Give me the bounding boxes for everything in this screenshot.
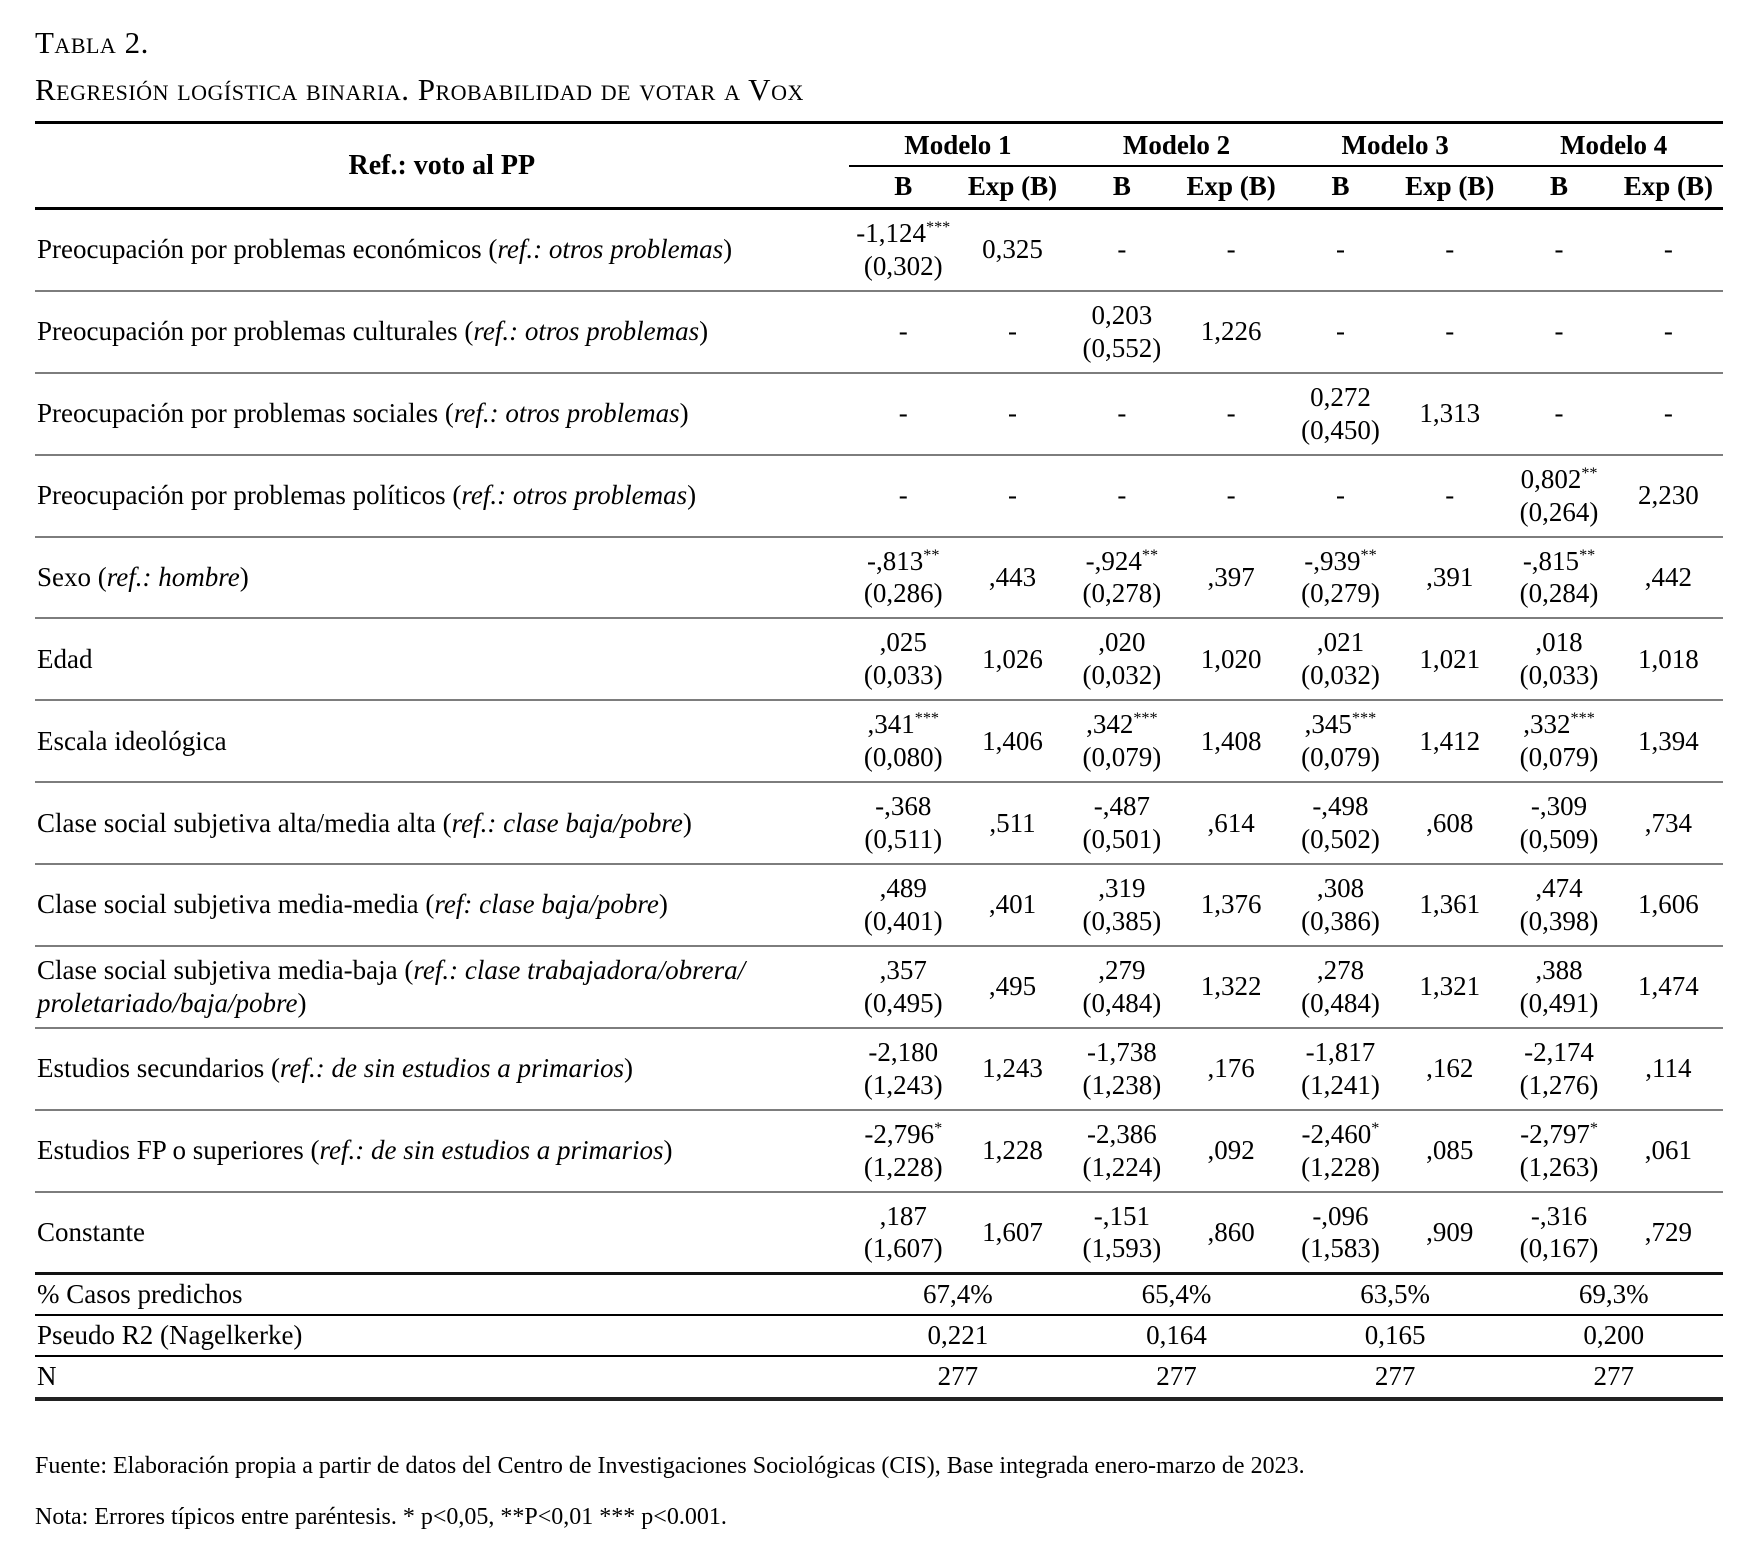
summary-value: 277 — [937, 1361, 979, 1392]
exp-b-cell: 0,325 — [958, 209, 1067, 291]
table-row — [35, 700, 1723, 782]
exp-b-cell: ,162 — [1395, 1028, 1504, 1110]
significance-stars: *** — [914, 709, 940, 728]
summary-value: 63,5% — [1286, 1274, 1505, 1316]
coef-se: (1,583) — [1301, 1233, 1380, 1264]
method-note: Nota: Errores típicos entre paréntesis. * p<0,05, **P<0,01 *** p<0.001. — [35, 1504, 727, 1531]
coef-value: -2,796* — [864, 1118, 943, 1149]
row-label-ref: ref.: otros problemas — [473, 316, 700, 347]
summary-value: 69,3% — [1504, 1274, 1723, 1316]
coef-value: -,924** — [1085, 545, 1159, 576]
coef-value: ,279 — [1098, 954, 1146, 985]
coef-value: ,489 — [879, 873, 927, 903]
exp-b-cell: 1,020 — [1177, 618, 1286, 700]
exp-b-cell: ,092 — [1177, 1110, 1286, 1192]
coef-value: ,020 — [1098, 627, 1146, 658]
exp-b-cell: 1,394 — [1614, 700, 1723, 782]
coef-b-cell — [1286, 946, 1395, 1028]
coef-value: -,498 — [1312, 791, 1369, 822]
coef-value: -1,124*** — [856, 218, 951, 248]
summary-value: 67,4% — [849, 1274, 1068, 1316]
table-row — [35, 373, 1723, 455]
significance-stars: ** — [1579, 545, 1596, 564]
coef-b-cell — [1067, 782, 1176, 864]
row-label: Clase social subjetiva media-baja (ref.: clase trabajadora/obrera/ proletariado/baja/pobre) — [35, 946, 849, 1028]
row-label-ref: ref.: clase trabajadora/obrera/ proletariado/baja/pobre — [37, 954, 746, 1018]
row-label: Preocupación por problemas sociales (ref.: otros problemas) — [35, 373, 849, 455]
exp-b-cell: ,729 — [1614, 1192, 1723, 1274]
coef-value: -,813** — [867, 545, 940, 576]
coef-b-cell — [1067, 1192, 1176, 1274]
coef-value: ,319 — [1098, 873, 1146, 903]
coef-b-cell — [849, 864, 958, 946]
row-label-ref: ref: clase baja/pobre — [434, 889, 659, 920]
coef-value: ,021 — [1316, 627, 1365, 658]
row-label: Preocupación por problemas culturales (ref.: otros problemas) — [35, 291, 849, 373]
table-row — [35, 291, 1723, 373]
coef-se: (0,398) — [1519, 905, 1599, 936]
row-label: Estudios secundarios (ref.: de sin estudios a primarios) — [35, 1028, 849, 1110]
coef-value: ,332*** — [1523, 709, 1595, 740]
col-header-exp: Exp (B) — [958, 166, 1067, 209]
coef-b-cell — [1504, 1192, 1613, 1274]
coef-se: (1,593) — [1082, 1233, 1162, 1264]
coef-se: (1,224) — [1082, 1151, 1162, 1182]
exp-b-cell: ,614 — [1177, 782, 1286, 864]
coef-se: (0,502) — [1301, 824, 1380, 855]
coef-b-cell — [1504, 864, 1613, 946]
coef-b-cell — [1286, 1110, 1395, 1192]
coef-value: ,187 — [879, 1200, 927, 1231]
significance-stars: *** — [1133, 709, 1158, 728]
row-label-ref: ref.: otros problemas — [461, 480, 688, 511]
row-label: Escala ideológica — [35, 700, 849, 782]
coef-se: (0,278) — [1082, 578, 1162, 609]
exp-b-cell: 1,361 — [1395, 864, 1504, 946]
coef-value: -2,386 — [1086, 1118, 1157, 1149]
coef-b-cell — [849, 782, 958, 864]
coef-se: (0,385) — [1082, 905, 1162, 936]
exp-b-cell: ,511 — [958, 782, 1067, 864]
table-number-title: Tabla 2. — [35, 25, 149, 60]
exp-b-cell: ,176 — [1177, 1028, 1286, 1110]
exp-b-cell: 1,226 — [1177, 291, 1286, 373]
coef-b-cell: - — [1504, 291, 1613, 373]
summary-value: 277 — [1374, 1361, 1416, 1392]
coef-se: (0,033) — [863, 660, 943, 691]
coef-b-cell — [1286, 782, 1395, 864]
coef-value: ,025 — [879, 627, 927, 658]
coef-se: (0,552) — [1082, 332, 1162, 363]
table-row — [35, 1028, 1723, 1110]
significance-stars: *** — [1570, 709, 1595, 728]
coef-b-cell — [1067, 1110, 1176, 1192]
coef-value: -,316 — [1530, 1200, 1588, 1231]
summary-value: 277 — [1156, 1361, 1197, 1392]
coef-b-cell — [1504, 537, 1613, 619]
col-header-b: B — [1286, 166, 1395, 209]
coef-value: -2,797* — [1520, 1118, 1598, 1149]
exp-b-cell: - — [1395, 209, 1504, 291]
coef-se: (0,080) — [863, 742, 943, 773]
col-header-b: B — [1504, 166, 1613, 209]
coef-b-cell: - — [849, 455, 958, 537]
model-3-header: Modelo 3 — [1286, 123, 1505, 167]
summary-value: 277 — [1593, 1361, 1634, 1392]
coef-b-cell — [1067, 537, 1176, 619]
table-header — [35, 123, 1723, 209]
row-label-ref: ref.: otros problemas — [497, 234, 724, 265]
coef-se: (0,401) — [863, 905, 943, 936]
coef-se: (0,032) — [1082, 660, 1162, 691]
coef-se: (1,228) — [1301, 1151, 1380, 1182]
coef-value: ,474 — [1535, 873, 1583, 903]
coef-value: -,487 — [1093, 791, 1150, 822]
coef-value: -,368 — [875, 791, 932, 822]
exp-b-cell: - — [1614, 291, 1723, 373]
exp-b-cell: - — [958, 373, 1067, 455]
coef-b-cell — [1067, 618, 1176, 700]
exp-b-cell: 1,474 — [1614, 946, 1723, 1028]
model-header-row — [35, 123, 1723, 167]
coef-se: (0,279) — [1301, 578, 1380, 609]
coef-b-cell — [849, 1028, 958, 1110]
summary-label: Pseudo R2 (Nagelkerke) — [35, 1315, 849, 1356]
table-row — [35, 782, 1723, 864]
exp-b-cell: ,114 — [1614, 1028, 1723, 1110]
source-note: Fuente: Elaboración propia a partir de datos del Centro de Investigaciones Sociológicas (CIS), Base integrada enero-marzo de 2023. — [35, 1452, 1305, 1479]
row-label: Constante — [35, 1192, 849, 1274]
summary-value: 0,165 — [1286, 1315, 1505, 1356]
coef-b-cell — [1067, 700, 1176, 782]
table-summary — [35, 1274, 1723, 1399]
table-row — [35, 455, 1723, 537]
exp-b-cell: 1,406 — [958, 700, 1067, 782]
exp-b-cell: ,442 — [1614, 537, 1723, 619]
col-header-exp: Exp (B) — [1614, 166, 1723, 209]
exp-b-cell: 1,607 — [958, 1192, 1067, 1274]
exp-b-cell: - — [958, 455, 1067, 537]
coef-value: -2,180 — [868, 1036, 939, 1067]
coef-se: (0,079) — [1301, 742, 1380, 773]
row-label-ref: ref.: otros problemas — [453, 398, 680, 429]
model-1-header: Modelo 1 — [849, 123, 1068, 167]
exp-b-cell: - — [1177, 455, 1286, 537]
coef-value: ,278 — [1316, 954, 1365, 985]
coef-b-cell — [849, 1110, 958, 1192]
coef-se: (1,263) — [1519, 1151, 1599, 1182]
coef-b-cell — [1286, 1192, 1395, 1274]
coef-b-cell: - — [1286, 455, 1395, 537]
coef-b-cell — [1067, 291, 1176, 373]
exp-b-cell: 1,408 — [1177, 700, 1286, 782]
coef-se: (0,302) — [863, 250, 943, 281]
exp-b-cell: ,608 — [1395, 782, 1504, 864]
coef-b-cell: - — [1286, 209, 1395, 291]
coef-se: (0,032) — [1301, 660, 1380, 691]
coef-b-cell — [1067, 864, 1176, 946]
coef-se: (0,386) — [1301, 905, 1380, 936]
exp-b-cell: 1,606 — [1614, 864, 1723, 946]
exp-b-cell: ,391 — [1395, 537, 1504, 619]
coef-b-cell: - — [1067, 209, 1176, 291]
coef-b-cell — [1286, 700, 1395, 782]
table-row — [35, 1192, 1723, 1274]
row-label: Estudios FP o superiores (ref.: de sin estudios a primarios) — [35, 1110, 849, 1192]
coef-se: (0,511) — [864, 824, 943, 855]
coef-se: (0,286) — [863, 578, 943, 609]
summary-label: % Casos predichos — [35, 1274, 849, 1316]
coef-se: (0,079) — [1519, 742, 1599, 773]
coef-se: (1,228) — [863, 1151, 943, 1182]
coef-b-cell: - — [849, 291, 958, 373]
significance-stars: * — [1589, 1118, 1598, 1137]
coef-value: ,308 — [1316, 873, 1365, 903]
coef-b-cell — [1504, 700, 1613, 782]
coef-b-cell — [849, 209, 958, 291]
coef-b-cell — [849, 1192, 958, 1274]
coef-value: -,096 — [1312, 1200, 1369, 1231]
coef-value: -2,174 — [1524, 1036, 1594, 1067]
coef-se: (1,241) — [1301, 1069, 1380, 1100]
summary-row — [35, 1315, 1723, 1356]
row-label-ref: ref.: hombre — [106, 561, 240, 592]
table-row — [35, 1110, 1723, 1192]
coef-b-cell: - — [1067, 455, 1176, 537]
regression-table — [35, 121, 1723, 1401]
coef-se: (0,501) — [1082, 824, 1162, 855]
col-header-b: B — [849, 166, 958, 209]
exp-b-cell: ,443 — [958, 537, 1067, 619]
summary-value: 0,164 — [1067, 1315, 1286, 1356]
coef-se: (0,491) — [1519, 987, 1599, 1018]
row-label: Sexo (ref.: hombre) — [35, 537, 849, 619]
coef-value: -1,738 — [1086, 1036, 1157, 1067]
coef-b-cell: - — [1504, 373, 1613, 455]
coef-se: (1,607) — [863, 1233, 943, 1264]
exp-b-cell: - — [1177, 209, 1286, 291]
exp-b-cell: 1,026 — [958, 618, 1067, 700]
exp-b-cell: ,734 — [1614, 782, 1723, 864]
table-row — [35, 864, 1723, 946]
exp-b-cell: 1,243 — [958, 1028, 1067, 1110]
coef-value: ,018 — [1535, 627, 1583, 658]
model-2-header: Modelo 2 — [1067, 123, 1286, 167]
coef-b-cell — [1286, 1028, 1395, 1110]
summary-label: N — [37, 1361, 57, 1392]
table-row — [35, 946, 1723, 1028]
summary-row — [35, 1274, 1723, 1316]
exp-b-cell: 1,018 — [1614, 618, 1723, 700]
coef-value: -,939** — [1304, 545, 1377, 576]
coef-value: ,357 — [879, 954, 927, 985]
coef-b-cell — [1067, 946, 1176, 1028]
table-row — [35, 537, 1723, 619]
coef-value: ,345*** — [1304, 709, 1377, 740]
coef-se: (0,167) — [1519, 1233, 1599, 1264]
row-label: Preocupación por problemas económicos (ref.: otros problemas) — [35, 209, 849, 291]
summary-value: 65,4% — [1067, 1274, 1286, 1316]
table-row — [35, 209, 1723, 291]
coef-se: (1,276) — [1519, 1069, 1599, 1100]
significance-stars: ** — [1141, 545, 1159, 564]
coef-b-cell — [849, 618, 958, 700]
coef-b-cell — [1286, 864, 1395, 946]
exp-b-cell: - — [1614, 373, 1723, 455]
coef-b-cell — [1504, 455, 1613, 537]
coef-b-cell: - — [849, 373, 958, 455]
coef-b-cell — [849, 700, 958, 782]
exp-b-cell: ,860 — [1177, 1192, 1286, 1274]
significance-stars: ** — [1360, 545, 1377, 564]
ref-header: Ref.: voto al PP — [35, 123, 849, 209]
row-label-ref: ref.: de sin estudios a primarios — [319, 1135, 664, 1166]
coef-b-cell — [1067, 1028, 1176, 1110]
exp-b-cell: - — [1614, 209, 1723, 291]
coef-b-cell — [849, 946, 958, 1028]
coef-value: -1,817 — [1305, 1036, 1376, 1067]
significance-stars: *** — [925, 218, 951, 236]
coef-value: -,151 — [1093, 1200, 1150, 1231]
coef-se: (0,264) — [1519, 496, 1599, 527]
exp-b-cell: 1,321 — [1395, 946, 1504, 1028]
exp-b-cell: - — [1395, 291, 1504, 373]
table-subtitle: Regresión logística binaria. Probabilidad de votar a Vox — [35, 71, 804, 107]
exp-b-cell: 1,313 — [1395, 373, 1504, 455]
summary-value: 0,200 — [1504, 1315, 1723, 1356]
coef-b-cell — [1504, 618, 1613, 700]
coef-b-cell: - — [1286, 291, 1395, 373]
row-label: Preocupación por problemas políticos (ref.: otros problemas) — [35, 455, 849, 537]
exp-b-cell: ,495 — [958, 946, 1067, 1028]
row-label: Clase social subjetiva media-media (ref: clase baja/pobre) — [35, 864, 849, 946]
coef-se: (0,509) — [1519, 824, 1599, 855]
coef-value: 0,203 — [1091, 299, 1153, 330]
coef-se: (0,450) — [1301, 414, 1380, 445]
row-label-ref: ref.: de sin estudios a primarios — [279, 1053, 624, 1084]
coef-b-cell: - — [1067, 373, 1176, 455]
exp-b-cell: 2,230 — [1614, 455, 1723, 537]
exp-b-cell: 1,021 — [1395, 618, 1504, 700]
significance-stars: * — [934, 1118, 943, 1137]
exp-b-cell: ,085 — [1395, 1110, 1504, 1192]
coef-se: (0,033) — [1519, 660, 1599, 691]
exp-b-cell: - — [958, 291, 1067, 373]
row-label-ref: ref.: clase baja/pobre — [451, 807, 683, 838]
significance-stars: *** — [1351, 709, 1377, 728]
exp-b-cell: 1,412 — [1395, 700, 1504, 782]
col-header-exp: Exp (B) — [1177, 166, 1286, 209]
table-row — [35, 618, 1723, 700]
coef-value: 0,802** — [1520, 463, 1598, 494]
coef-se: (0,484) — [1082, 987, 1162, 1018]
coef-b-cell — [1504, 1028, 1613, 1110]
exp-b-cell: ,061 — [1614, 1110, 1723, 1192]
col-header-b: B — [1067, 166, 1176, 209]
notes-block — [35, 1441, 1724, 1544]
row-label: Clase social subjetiva alta/media alta (ref.: clase baja/pobre) — [35, 782, 849, 864]
coef-value: ,342*** — [1086, 709, 1158, 740]
exp-b-cell: - — [1395, 455, 1504, 537]
coef-value: -2,460* — [1301, 1118, 1380, 1149]
col-header-exp: Exp (B) — [1395, 166, 1504, 209]
exp-b-cell: 1,376 — [1177, 864, 1286, 946]
coef-b-cell: - — [1504, 209, 1613, 291]
exp-b-cell: - — [1177, 373, 1286, 455]
coef-b-cell — [1504, 1110, 1613, 1192]
significance-stars: ** — [923, 545, 940, 564]
row-label: Edad — [35, 618, 849, 700]
table-body — [35, 209, 1723, 1274]
summary-row — [35, 1356, 1723, 1398]
coef-b-cell — [1286, 537, 1395, 619]
coef-b-cell — [849, 537, 958, 619]
coef-value: 0,272 — [1310, 381, 1371, 412]
exp-b-cell: ,401 — [958, 864, 1067, 946]
title-block — [35, 20, 1724, 113]
coef-b-cell — [1286, 618, 1395, 700]
coef-value: -,309 — [1530, 791, 1588, 822]
coef-value: ,341*** — [867, 709, 940, 740]
coef-se: (0,495) — [863, 987, 943, 1018]
coef-b-cell — [1504, 946, 1613, 1028]
coef-value: ,388 — [1535, 954, 1583, 985]
coef-value: -,815** — [1522, 545, 1596, 576]
exp-b-cell: ,397 — [1177, 537, 1286, 619]
model-4-header: Modelo 4 — [1504, 123, 1723, 167]
summary-value: 0,221 — [849, 1315, 1068, 1356]
coef-se: (0,484) — [1301, 987, 1380, 1018]
exp-b-cell: 1,322 — [1177, 946, 1286, 1028]
coef-se: (1,243) — [863, 1069, 943, 1100]
coef-b-cell — [1504, 782, 1613, 864]
significance-stars: * — [1371, 1118, 1380, 1137]
coef-b-cell — [1286, 373, 1395, 455]
coef-se: (0,079) — [1082, 742, 1162, 773]
exp-b-cell: 1,228 — [958, 1110, 1067, 1192]
coef-se: (0,284) — [1519, 578, 1599, 609]
exp-b-cell: ,909 — [1395, 1192, 1504, 1274]
coef-se: (1,238) — [1082, 1069, 1162, 1100]
significance-stars: ** — [1581, 463, 1598, 482]
